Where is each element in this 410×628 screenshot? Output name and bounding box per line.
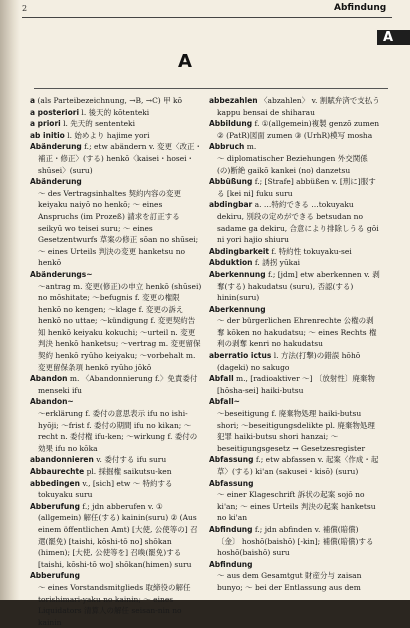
dictionary-entry — [30, 501, 202, 571]
entry-definition: m. — [246, 142, 257, 152]
dictionary-entry — [209, 570, 381, 593]
entry-headword: abbedingen — [30, 478, 80, 488]
dictionary-entry — [209, 304, 381, 316]
dictionary-entry — [30, 454, 202, 466]
entry-headword: Abdingbarkeit — [209, 246, 269, 256]
entry-definition: f.; jdn abberufen v. ① (allgemein) 解任(する) kainin(suru) ② (Aus einem öffentlichen Amt) [大使, 公使等の] 召還(罷免) [taishi, kōshi-tō no] shōkan (himen); [大使, 公使等を] 召喚(罷免)する [taishi, kōshi-tō wo] shōkan(himen) suru — [38, 501, 198, 569]
entry-headword: Abfassung — [209, 478, 254, 488]
entry-definition: v., [sich] etw ～ 特約する tokuyaku suru — [38, 478, 173, 500]
dictionary-entry — [209, 559, 381, 571]
dictionary-entry — [209, 524, 381, 559]
entry-definition: 〈abzahlen〉 v. 割賦弁済で支払う kappu bensai de shiharau — [217, 96, 380, 117]
dictionary-entry — [30, 107, 202, 119]
entry-headword: Abbüßung — [209, 177, 253, 187]
entry-headword: Abbildung — [209, 119, 253, 129]
dictionary-entry — [209, 408, 381, 454]
entry-definition: f.; [Strafe] abbüßen v. [刑に]服する [kei ni] fuku suru — [217, 177, 376, 198]
entry-definition: f.; [jdm] etw aberkennen v. 剥奪(する) hakudatsu (suru), 否認(する) hinin(suru) — [217, 269, 380, 303]
dictionary-entry — [30, 582, 202, 628]
entry-definition: (als Parteibezeichnung, →B, →C) 甲 kō — [37, 96, 183, 105]
left-column — [30, 95, 202, 627]
entry-definition: f. 特約性 tokuyaku-sei — [271, 246, 352, 256]
dictionary-entry — [30, 466, 202, 478]
dictionary-entry — [209, 246, 381, 258]
right-column — [209, 95, 381, 600]
dictionary-entry — [209, 489, 381, 524]
entry-definition: l. 始めより hajime yori — [67, 130, 150, 140]
entry-definition: f. 誘拐 yūkai — [254, 258, 301, 268]
entry-definition: ～ eines Vorstandsmitglieds 取締役の解任 torishimari-yaku no kainin; ～ eines Liquidators 清算人の解任 seisan-nin no kainin — [38, 582, 191, 627]
entry-definition: v. 委付する ifu suru — [96, 455, 167, 465]
entry-headword: Abandon~ — [30, 397, 74, 407]
entry-headword: Aberkennung — [209, 304, 266, 314]
dictionary-entry — [30, 570, 202, 582]
entry-headword: a — [30, 96, 36, 105]
dictionary-entry — [209, 176, 381, 199]
dictionary-entry — [209, 118, 381, 141]
running-head: Abfindung — [334, 3, 387, 13]
dictionary-entry — [209, 269, 381, 304]
dictionary-entry — [30, 269, 202, 281]
entry-definition: ～ diplomatischer Beziehungen 外交関係(の)断絶 gaikō kankei (no) danzetsu — [217, 153, 368, 175]
entry-definition: m., [radioaktiver ～] 〔放射性〕廃棄物 [hōsha-sei] haiki-butsu — [217, 374, 375, 395]
entry-headword: Abbruch — [209, 142, 245, 152]
entry-definition: f.; etw abfassen v. 起案〈作成・起草〉(する) ki'an (sakusei・kisō) (suru) — [217, 455, 379, 476]
dictionary-entry — [30, 396, 202, 408]
entry-definition: ～ aus dem Gesamtgut 財産分与 zaisan bunyo; ～ bei der Entlassung aus dem — [217, 571, 362, 592]
dictionary-entry — [209, 153, 381, 176]
dictionary-entry — [30, 141, 202, 176]
dictionary-entry — [30, 408, 202, 454]
entry-definition: ～ einer Klageschrift 訴状の起案 sojō no ki'an; ～ eines Urteils 判決の起案 hanketsu no ki'an — [217, 490, 376, 523]
dictionary-entry — [30, 281, 202, 374]
page-number: 2 — [22, 4, 28, 13]
dictionary-entry — [30, 478, 202, 501]
dictionary-entry — [30, 373, 202, 396]
entry-headword: Abfall — [209, 374, 234, 384]
entry-definition: l. 後天的 kōtenteki — [81, 107, 150, 117]
entry-headword: Abandon — [30, 374, 68, 384]
dictionary-entry — [30, 118, 202, 130]
entry-headword: Abfall~ — [209, 397, 240, 407]
dictionary-entry — [30, 176, 202, 188]
entry-headword: aberratio ictus — [209, 351, 272, 361]
entry-headword: Aberkennung — [209, 269, 266, 279]
entry-definition: l. 方法(打撃)の錯誤 hōhō (dageki) no sakugo — [217, 351, 361, 372]
dictionary-entry — [209, 141, 381, 153]
entry-definition: ～antrag m. 変更(修正)の申立 henkō (shūsei) no mōshitate; ～befugnis f. 変更の権限 henkō no kengen; ～klage f. 変更の訴え henkō no uttae; ～kündigung f. 変更契約告知 henkō keiyaku kokuchi; ～urteil n. 変更判決 henkō hanketsu; ～vertrag m. 変更留保契約 henkō ryūho keiyaku; ～vorbehalt m. 変更留保条項 henkō ryūho jōkō — [38, 281, 202, 372]
thumb-index-tab: A — [377, 30, 410, 45]
dictionary-entry — [209, 350, 381, 373]
dictionary-entry — [209, 373, 381, 396]
dictionary-entry — [209, 454, 381, 477]
entry-definition: ～ des Vertragsinhaltes 契約内容の変更 keiyaku naiyō no henkō; ～ eines Anspruchs (im Prozeß) 請求を訂正する seikyū wo teisei suru; ～ eines Gesetzentwurfs 草案の修正 sōan no shūsei; ～ eines Urteils 判決の変更 hanketsu no henkō — [38, 188, 199, 268]
entry-headword: abandonnieren — [30, 455, 94, 465]
entry-definition: a. …特約できる …tokuyaku dekiru, 別段の定めができる betsudan no sadame ga dekiru, 合意により排除しうる gōi ni yori hajio shiuru — [217, 200, 379, 245]
entry-definition: ～beseitigung f. 廃棄物処理 haiki-butsu shori; ～beseitigungsdelikte pl. 廃棄物処理犯罪 haiki-butsu shori hanzai; ～beseitigungsgesetz → Gesetzesregister — [217, 409, 375, 453]
entry-headword: Abberufung — [30, 571, 80, 581]
entry-headword: Abfassung — [209, 455, 254, 465]
entry-definition: f.; etw abändern v. 変更〈改正・補正・修正〉(する) henkō〈kaisei・hosei・shūsei〉(suru) — [38, 142, 202, 175]
dictionary-entry — [209, 257, 381, 269]
dictionary-entry — [30, 95, 202, 107]
dictionary-entry — [30, 130, 202, 142]
entry-definition: ～erklärung f. 委付の意思表示 ifu no ishi-hyōji; ～frist f. 委付の期間 ifu no kikan; ～recht n. 委付権 ifu-ken; ～wirkung f. 委付の効果 ifu no kōka — [38, 409, 198, 453]
entry-definition: f. ①(allgemein)複製 genzō zumen ② (PatR)図面 zumen ③ (UrhR)模写 mosha — [217, 119, 380, 140]
book-spine-shadow — [0, 0, 20, 600]
entry-headword: Abbaurechte — [30, 467, 85, 476]
dictionary-entry — [209, 478, 381, 490]
entry-headword: Abänderung — [30, 142, 82, 152]
entry-headword: a priori — [30, 119, 61, 129]
entry-definition: ～ der bürgerlichen Ehrenrechte 公権の剥奪 kōken no hakudatsu; ～ eines Rechts 権利の剥奪 kenri no hakudatsu — [217, 316, 377, 349]
entry-definition: f.; jdn abfinden v. 補償(賠償)〔金〕 hoshō(baishō) [-kin]; 補償(賠償)する hoshō(baishō) suru — [217, 524, 374, 558]
entry-headword: Abänderungs~ — [30, 269, 93, 279]
section-divider — [34, 88, 388, 89]
entry-definition: pl. 採掘権 saikutsu-ken — [86, 467, 172, 476]
entry-headword: Abfindung — [209, 524, 253, 534]
entry-definition: m. 〈Abandonnierung f.〉免責委付 menseki ifu — [38, 374, 198, 395]
entry-headword: ab initio — [30, 130, 65, 140]
entry-headword: abdingbar — [209, 200, 253, 210]
dictionary-entry — [209, 396, 381, 408]
entry-headword: Abfindung — [209, 559, 253, 569]
entry-definition: l. 先天的 sententeki — [63, 119, 135, 129]
section-letter: A — [178, 51, 192, 72]
dictionary-entry — [30, 188, 202, 269]
entry-headword: Abänderung — [30, 177, 82, 187]
dictionary-entry — [209, 315, 381, 350]
entry-headword: Abberufung — [30, 501, 80, 511]
dictionary-entry — [209, 199, 381, 245]
dictionary-entry — [209, 95, 381, 118]
entry-headword: abbezahlen — [209, 96, 258, 105]
entry-headword: a posteriori — [30, 107, 80, 117]
header-divider — [22, 17, 392, 18]
entry-headword: Abduktion — [209, 258, 253, 268]
